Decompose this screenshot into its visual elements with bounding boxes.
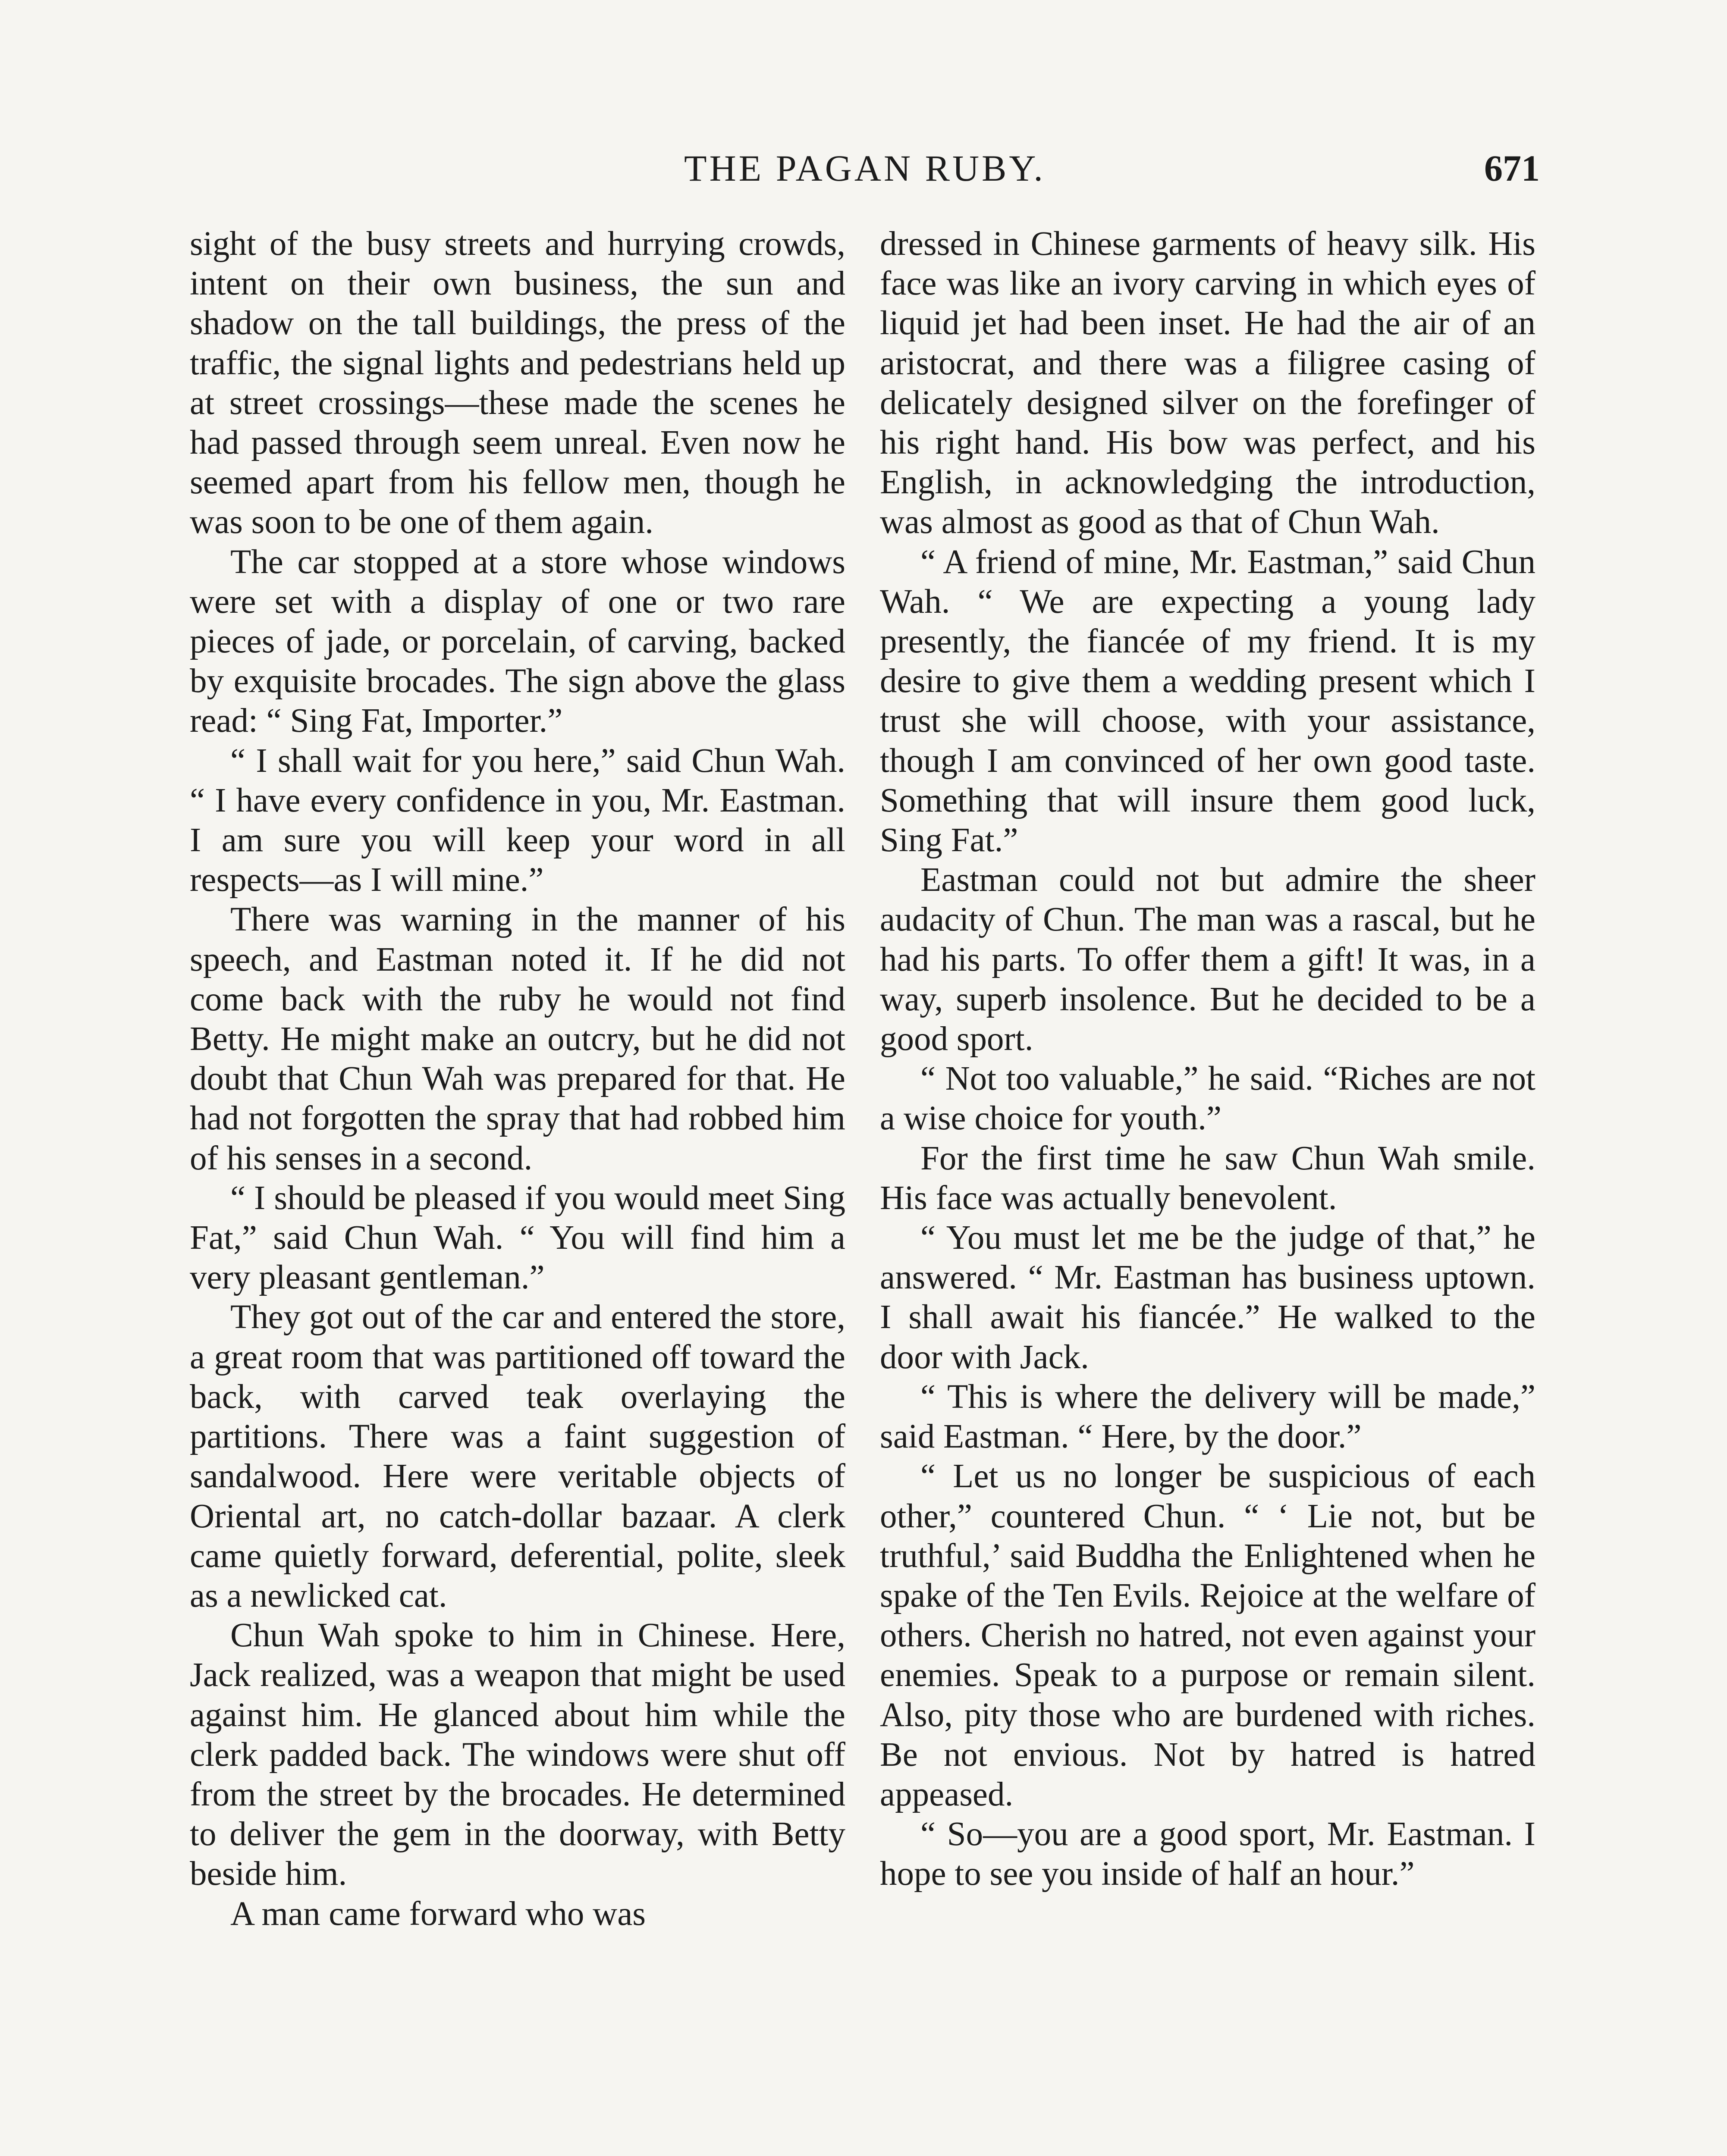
paragraph: “ You must let me be the judge of that,” he answered. “ Mr. Eastman has business uptown. I shall await his fiancée.” He walked to the door with Jack. — [880, 1219, 1535, 1376]
running-title: THE PAGAN RUBY. — [684, 147, 1046, 189]
paragraph: There was warning in the manner of his speech, and Eastman noted it. If he did not come back with the ruby he would not find Betty. He might make an outcry, but he did not doubt that Chun Wah was prepared for that. He had not forgotten the spray that had robbed him of his senses in a second. — [190, 901, 845, 1177]
right-column — [880, 224, 1535, 1894]
paragraph: “ Not too valuable,” he said. “Riches are not a wise choice for youth.” — [880, 1060, 1535, 1138]
paragraph: Chun Wah spoke to him in Chinese. Here, Jack realized, was a weapon that might be used against him. He glanced about him while the clerk padded back. The windows were shut off from the street by the brocades. He determined to deliver the gem in the doorway, with Betty beside him. — [190, 1617, 845, 1893]
paragraph: The car stopped at a store whose windows were set with a display of one or two rare pieces of jade, or porcelain, of carving, backed by exquisite brocades. The sign above the glass read: “ Sing Fat, Importer.” — [190, 543, 845, 740]
paragraph: “ I shall wait for you here,” said Chun Wah. “ I have every confidence in you, Mr. Eastman. I am sure you will keep your word in all respects—as I will mine.” — [190, 742, 845, 899]
paragraph: A man came forward who was — [230, 1895, 646, 1933]
paragraph: Eastman could not but admire the sheer audacity of Chun. The man was a rascal, but he had his parts. To offer them a gift! It was, in a way, superb insolence. But he decided to be a good sport. — [880, 861, 1535, 1058]
paragraph: “ I should be pleased if you would meet Sing Fat,” said Chun Wah. “ You will find him a very pleasant gentleman.” — [190, 1179, 845, 1297]
left-column — [190, 224, 845, 1934]
paragraph: “ So—you are a good sport, Mr. Eastman. I hope to see you inside of half an hour.” — [880, 1815, 1535, 1893]
paragraph: dressed in Chinese garments of heavy silk. His face was like an ivory carving in which eyes of liquid jet had been inset. He had the air of an aristocrat, and there was a filigree casing of delicately designed silver on the forefinger of his right hand. His bow was perfect, and his English, in acknowledging the introduction, was almost as good as that of Chun Wah. — [880, 225, 1535, 541]
page-number: 671 — [1484, 147, 1540, 189]
running-head — [190, 138, 1540, 198]
paragraph: sight of the busy streets and hurrying crowds, intent on their own business, the sun and shadow on the tall buildings, the press of the traffic, the signal lights and pedestrians held up at street crossings—these made the scenes he had passed through seem unreal. Even now he seemed apart from his fellow men, though he was soon to be one of them again. — [190, 225, 845, 541]
paragraph: “ This is where the delivery will be made,” said Eastman. “ Here, by the door.” — [880, 1378, 1535, 1456]
paragraph: They got out of the car and entered the store, a great room that was partitioned off toward the back, with carved teak overlaying the partitions. There was a faint suggestion of sandalwood. Here were veritable objects of Oriental art, no catch-dollar bazaar. A clerk came quietly forward, deferential, polite, sleek as a newlicked cat. — [190, 1298, 845, 1614]
paragraph: “ A friend of mine, Mr. Eastman,” said Chun Wah. “ We are expecting a young lady presently, the fiancée of my friend. It is my desire to give them a wedding present which I trust she will choose, with your assistance, though I am convinced of her own good taste. Something that will insure them good luck, Sing Fat.” — [880, 543, 1535, 859]
paragraph: “ Let us no longer be suspicious of each other,” countered Chun. “ ‘ Lie not, but be truthful,’ said Buddha the Enlightened when he spake of the Ten Evils. Rejoice at the welfare of others. Cherish no hatred, not even against your enemies. Speak to a purpose or remain silent. Also, pity those who are burdened with riches. Be not envious. Not by hatred is hatred appeased. — [880, 1457, 1535, 1813]
paragraph: For the first time he saw Chun Wah smile. His face was actually benevolent. — [880, 1139, 1535, 1217]
